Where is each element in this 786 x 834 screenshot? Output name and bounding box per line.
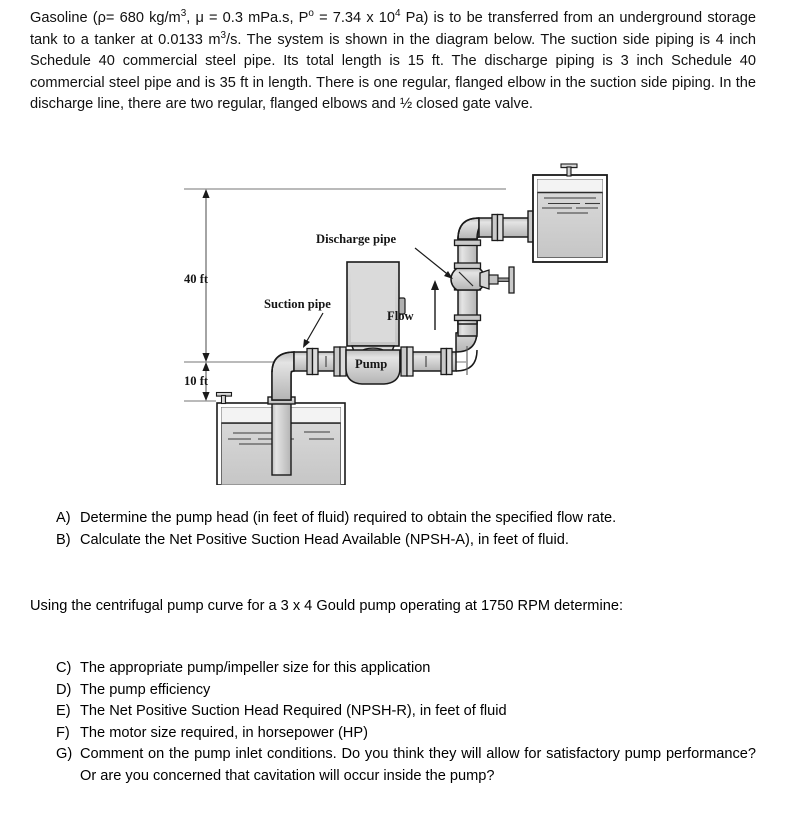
underground-storage-tank — [217, 393, 346, 486]
question-item — [56, 723, 756, 745]
elevation-upper-label: 40 ft — [184, 272, 209, 286]
flow-label: Flow — [387, 309, 414, 323]
questions-list-cg — [56, 658, 756, 787]
question-text: The appropriate pump/impeller size for this application — [80, 660, 431, 676]
question-item — [56, 530, 756, 552]
superscript: 4 — [395, 8, 401, 20]
question-text: The motor size required, in horsepower (HP) — [80, 724, 368, 741]
tanker-tank — [533, 164, 607, 262]
question-marker: G) — [56, 746, 73, 762]
question-marker: D) — [56, 681, 72, 698]
question-item — [56, 744, 756, 787]
superscript: 3 — [180, 8, 187, 20]
question-item — [56, 701, 756, 723]
question-marker: F) — [56, 724, 70, 741]
elevation-dimension-10ft — [184, 362, 210, 401]
pump-curve-paragraph: Using the centrifugal pump curve for a 3 x 4 Gould pump operating at 1750 RPM determine: — [30, 598, 623, 614]
questions-list-ab — [56, 508, 756, 551]
question-item — [56, 680, 756, 702]
suction-pipe — [272, 347, 346, 400]
superscript: o — [308, 8, 314, 20]
question-item — [56, 508, 756, 530]
annotation-suction-pipe — [264, 297, 331, 348]
problem-statement-paragraph: Gasoline (ρ= 680 $kg/m^3$, μ = 0.3 mPa.s, $P^o = 7.34$ x $10^4$ Pa) is to be transferred from an underground storage tank to a tanker at 0.0133 $m^3/s$. The system is shown in the diagram below. The suction side piping is 4 inch Schedule 40 commercial steel pipe. Its total length is 15 ft. The discharge piping is 3 inch Schedule 40 commercial steel pipe and is 35 ft in length. There is one regular, flanged elbow in the suction side piping. In the discharge line, there are two regular, flanged elbows and ½ closed gate valve. — [30, 8, 756, 112]
elevation-lower-label: 10 ft — [184, 374, 209, 388]
storage-tank-vent-icon — [217, 393, 232, 404]
question-marker: B) — [56, 531, 71, 548]
question-text: The Net Positive Suction Head Required (NPSH-R), in feet of fluid — [80, 703, 507, 719]
question-text: Comment on the pump inlet conditions. Do you think they will allow for satisfactory pump performance? Or are you concerned that cavitation will occur inside the pump? — [80, 746, 756, 784]
question-marker: E) — [56, 703, 71, 719]
pump-system-diagram — [176, 160, 610, 485]
suction-pipe-label: Suction pipe — [264, 297, 331, 311]
elevation-dimension-40ft — [184, 189, 210, 362]
pump-label: Pump — [355, 357, 388, 371]
question-marker: A) — [56, 510, 71, 526]
question-marker: C) — [56, 660, 72, 676]
gate-valve — [451, 267, 514, 293]
question-item — [56, 658, 756, 680]
discharge-pipe-label: Discharge pipe — [316, 232, 397, 246]
question-text: Determine the pump head (in feet of fluid) required to obtain the specified flow rate. — [80, 510, 617, 526]
superscript: 3 — [220, 29, 227, 41]
question-text: Calculate the Net Positive Suction Head Available (NPSH-A), in feet of fluid. — [80, 531, 569, 548]
pump-assembly — [346, 262, 405, 384]
question-text: The pump efficiency — [80, 681, 211, 698]
discharge-pipe — [400, 211, 534, 376]
